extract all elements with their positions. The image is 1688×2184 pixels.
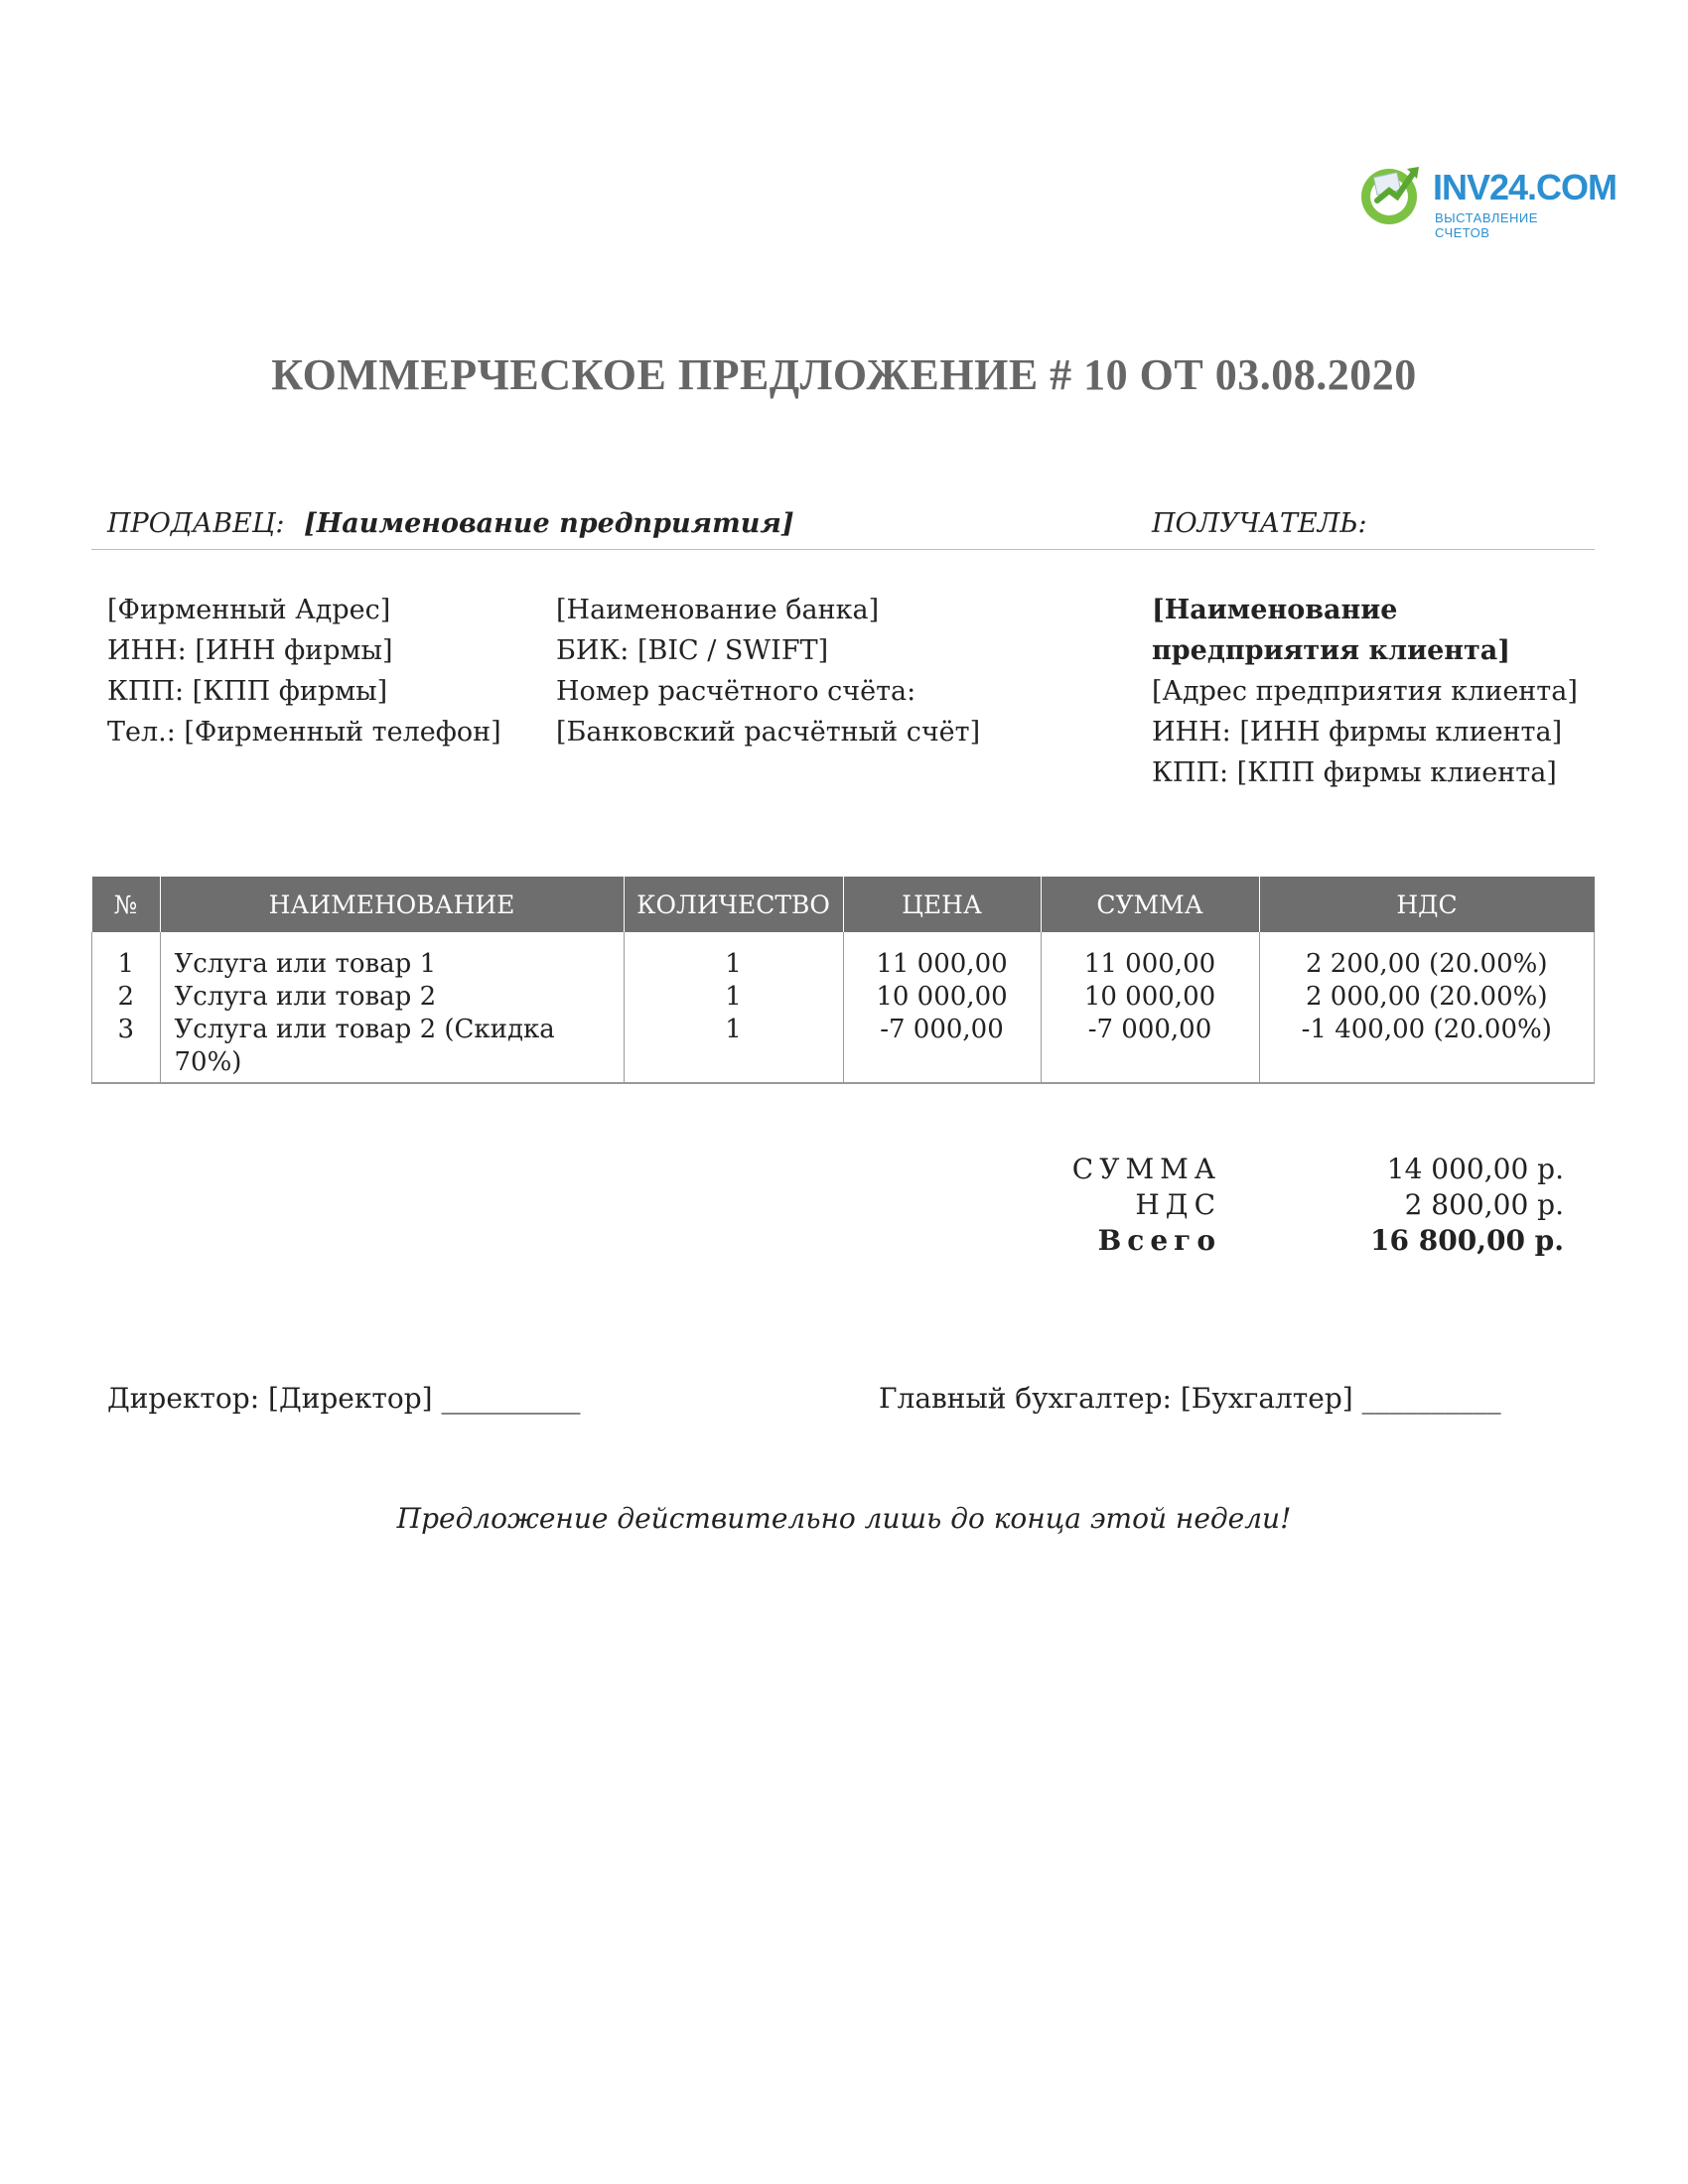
cell-vats [1259, 932, 1595, 1083]
seller-kpp: КПП: [КПП фирмы] [107, 676, 388, 707]
document-title: КОММЕРЧЕСКОЕ ПРЕДЛОЖЕНИЕ # 10 ОТ 03.08.2020 [271, 350, 1417, 399]
item-name: Услуга или товар 1 [174, 949, 437, 979]
divider [91, 549, 1595, 550]
seller-address: [Фирменный Адрес] [107, 595, 391, 625]
item-quantity: 1 [725, 1015, 742, 1044]
item-vat: -1 400,00 (20.00%) [1301, 1015, 1552, 1044]
row-number: 1 [117, 949, 135, 979]
cell-names [160, 932, 624, 1083]
recipient-name-line1: [Наименование [1152, 595, 1398, 625]
recipient-block [1152, 590, 1578, 793]
seller-address-block [107, 590, 501, 752]
validity-note: Предложение действительно лишь до конца этой недели! [396, 1502, 1292, 1535]
cell-numbers [92, 932, 161, 1083]
item-vat: 2 000,00 (20.00%) [1306, 982, 1548, 1012]
item-price: 11 000,00 [876, 949, 1008, 979]
seller-inn: ИНН: [ИНН фирмы] [107, 635, 393, 666]
item-sum: 10 000,00 [1083, 982, 1216, 1012]
seller-name: [Наименование предприятия] [304, 508, 794, 539]
recipient-address: [Адрес предприятия клиента] [1152, 676, 1578, 707]
bank-bic: БИК: [BIC / SWIFT] [556, 635, 829, 666]
vat-label: НДС [1135, 1188, 1221, 1221]
logo-tagline: ВЫСТАВЛЕНИЕ СЧЕТОВ [1435, 210, 1538, 240]
recipient-inn: ИНН: [ИНН фирмы клиента] [1152, 717, 1563, 748]
row-number: 2 [117, 982, 135, 1012]
sum-label: СУММА [1071, 1153, 1221, 1185]
item-sum: 11 000,00 [1083, 949, 1216, 979]
header-price: ЦЕНА [843, 877, 1041, 932]
item-quantity: 1 [725, 949, 742, 979]
cell-quantities [624, 932, 843, 1083]
item-price: -7 000,00 [880, 1015, 1004, 1044]
seller-phone: Тел.: [Фирменный телефон] [107, 717, 501, 748]
bank-name: [Наименование банка] [556, 595, 880, 625]
bank-account-label: Номер расчётного счёта: [556, 676, 916, 707]
header-quantity: КОЛИЧЕСТВО [624, 877, 843, 932]
table-header-row [92, 877, 1595, 932]
item-sum: -7 000,00 [1087, 1015, 1212, 1044]
director-signature: Директор: [Директор] __________ [107, 1382, 581, 1415]
header-number: № [92, 877, 161, 932]
vat-value: 2 800,00 р. [1404, 1188, 1564, 1221]
header-name: НАИМЕНОВАНИЕ [160, 877, 624, 932]
recipient-kpp: КПП: [КПП фирмы клиента] [1152, 757, 1557, 788]
sum-value: 14 000,00 р. [1386, 1153, 1564, 1185]
item-vat: 2 200,00 (20.00%) [1306, 949, 1548, 979]
cell-sums [1041, 932, 1259, 1083]
accountant-signature: Главный бухгалтер: [Бухгалтер] __________ [879, 1382, 1501, 1415]
item-quantity: 1 [725, 982, 742, 1012]
recipient-name-line2: предприятия клиента] [1152, 635, 1511, 666]
table-row [92, 932, 1595, 1083]
seller-bank-block [556, 590, 980, 752]
total-value: 16 800,00 р. [1370, 1224, 1564, 1257]
row-number: 3 [117, 1015, 135, 1044]
invoice-check-icon [1355, 157, 1427, 228]
header-vat: НДС [1259, 877, 1595, 932]
company-logo [1355, 157, 1618, 240]
logo-name: INV24.COM [1433, 167, 1618, 207]
item-name: Услуга или товар 2 (Скидка 70%) [174, 1015, 555, 1077]
seller-label: ПРОДАВЕЦ: [107, 508, 285, 539]
total-label: Всего [1097, 1224, 1221, 1257]
item-name: Услуга или товар 2 [174, 982, 437, 1012]
recipient-label: ПОЛУЧАТЕЛЬ: [1152, 508, 1367, 539]
items-table [91, 877, 1595, 1084]
cell-prices [843, 932, 1041, 1083]
item-price: 10 000,00 [876, 982, 1008, 1012]
header-sum: СУММА [1041, 877, 1259, 932]
bank-account: [Банковский расчётный счёт] [556, 717, 981, 748]
